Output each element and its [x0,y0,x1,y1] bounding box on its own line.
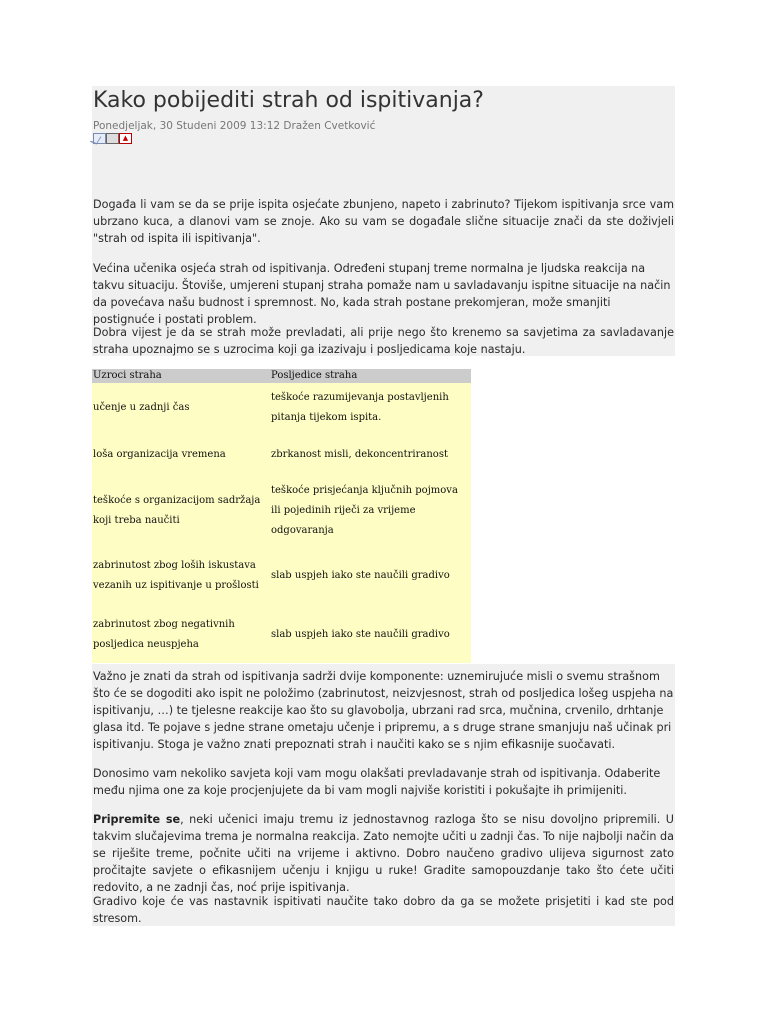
paragraph-5: Donosimo vam nekoliko savjeta koji vam mogu olakšati prevladavanje strah od ispitivanja. Odaberite među njima one za koje procjenjujete da bi vam mogli najviše koristiti i pokušajte ih primijeniti. [93,767,661,797]
paragraph-7: Gradivo koje će vas nastavnik ispitivati naučite tako dobro da ga se možete prisjetiti i kad ste pod stresom. [93,895,674,925]
table-header-effects: Posljedice straha [270,369,471,383]
prepare-heading: Pripremite se [93,813,181,826]
paragraph-6-text: , neki učenici imaju tremu iz jednostavnog razloga što se nisu dovoljno pripremili. U takvim slučajevima trema je normalna reakcija. Zato nemojte učiti u zadnji čas. To nije najbolji način da se riješite treme, počnite učiti na vrijeme i aktivno. Dobro naučeno gradivo ulijeva sigurnost zato pročitajte savjete o efikasnijem učenju i knjigu u ruke! Gradite samopouzdanje tako što ćete učiti redovito, a ne zadnji čas, noć prije ispitivanja. [93,813,674,894]
intro-paragraph: Događa li vam se da se prije ispita osjećate zbunjeno, napeto i zabrinuto? Tijekom ispitivanja srce vam ubrzano kuca, a dlanovi vam se znoje. Ako su vam se događale slične situacije znači da ste doživjeli "strah od ispita ili ispitivanja". [93,198,674,245]
table-row [92,383,471,433]
effect-cell: teškoće prisjećanja ključnih pojmova ili pojedinih riječi za vrijeme odgovaranja [270,477,471,545]
cause-cell: loša organizacija vremena [92,433,270,477]
cause-cell: teškoće s organizacijom sadržaja koji treba naučiti [92,477,270,545]
cause-cell: zabrinutost zbog negativnih posljedica neuspjeha [92,607,270,663]
paragraph-2: Većina učenika osjeća strah od ispitivanja. Određeni stupanj treme normalna je ljudska reakcija na takvu situaciju. Štoviše, umjereni stupanj straha pomaže nam u savladavanju ispitne situacije na način da povećava našu budnost i spremnost. No, kada strah postane prekomjeran, može smanjiti postignuće i postati problem. [93,262,671,326]
effect-cell: zbrkanost misli, dekoncentriranost [270,433,471,477]
effect-cell: teškoće razumijevanja postavljenih pitanja tijekom ispita. [270,383,471,433]
effect-cell: slab uspjeh iako ste naučili gradivo [270,545,471,607]
print-icon[interactable] [106,133,119,144]
paragraph-6 [93,811,674,896]
cause-cell: zabrinutost zbog loših iskustava vezanih uz ispitivanje u prošlosti [92,545,270,607]
causes-effects-table [92,369,471,663]
article-title: Kako pobijediti strah od ispitivanja? [93,88,484,113]
table-row [92,545,471,607]
table-header-causes: Uzroci straha [92,369,270,383]
effect-cell: slab uspjeh iako ste naučili gradivo [270,607,471,663]
table-row [92,607,471,663]
cause-cell: učenje u zadnji čas [92,383,270,433]
table-row [92,433,471,477]
table-row [92,477,471,545]
article-meta: Ponedjeljak, 30 Studeni 2009 13:12 Dražen Cvetković [93,120,376,132]
pdf-icon[interactable]: ▲ [119,133,132,144]
paragraph-4: Važno je znati da strah od ispitivanja sadrži dvije komponente: uznemirujuće misli o svemu strašnom što će se dogoditi ako ispit ne položimo (zabrinutost, neizvjesnost, strah od posljedica lošeg uspjeha na ispitivanju, …) te tjelesne reakcije kao što su glavobolja, ubrzani rad srca, mučnina, crvenilo, drhtanje glasa itd. Te pojave s jedne strane ometaju učenje i pripremu, a s druge strane smanjuju naš učinak pri ispitivanju. Stoga je važno znati prepoznati strah i naučiti kako se s njim efikasnije suočavati. [93,670,674,751]
article-tools [93,133,132,147]
paragraph-3: Dobra vijest je da se strah može prevladati, ali prije nego što krenemo sa savjetima za savladavanje straha upoznajmo se s uzrocima koji ga izazivaju i posljedicama koje nastaju. [93,326,674,356]
email-icon[interactable] [93,133,106,144]
table-header-row [92,369,471,383]
